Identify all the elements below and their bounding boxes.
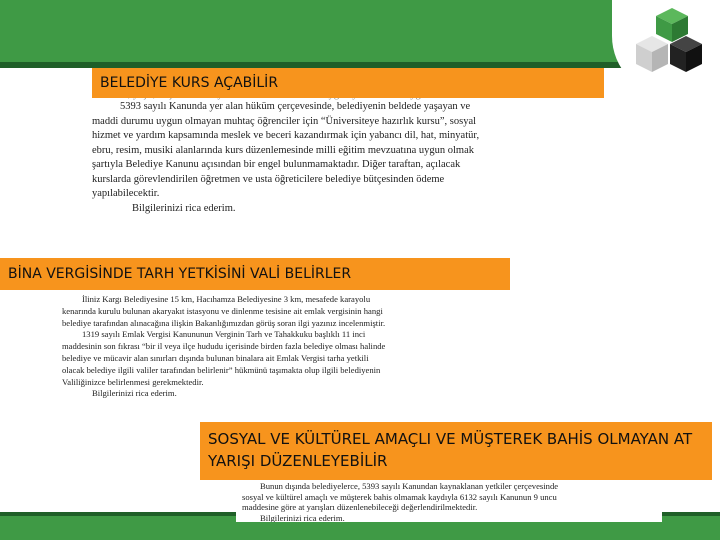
doc-line: İliniz Kargı Belediyesine 15 km, Hacıhamza Belediyesine 3 km, mesafede karayolu (82, 294, 371, 304)
doc-line: Valiliğinizce belirlenmesi gerekmektedir. (62, 376, 204, 387)
doc-line: belediye ve mücavir alan sınırları dışında bulunan binalara ait Emlak Vergisi tarha yetkili (62, 352, 369, 363)
doc-line: maddi durumu uygun olmayan muhtaç öğrenciler için “Üniversiteye hazırlık kursu”, sosyal (92, 115, 477, 127)
doc-line: hizmet ve yardım kapsamında meslek ve beceri kazandırmak için yabancı dil, hat, minyatür, (92, 130, 480, 141)
cube-logo-icon (628, 6, 710, 86)
doc-line: belediye tarafından alınacağına ilişkin Bakanlığımızdan görüş soran ilgi yazınız incelenmiştir. (62, 317, 386, 328)
section-2-title: BİNA VERGİSİNDE TARH YETKİSİNİ VALİ BELİRLER (0, 258, 510, 290)
section-3-document (236, 480, 662, 522)
doc-line: olacak belediye ilgili valiler tarafından belirlenir” hükmünü taşımakta olup ilgili belediyenin (62, 364, 381, 375)
doc-line: Bunun dışında belediyelerce, 5393 sayılı Kanundan kaynaklanan yetkiler çerçevesinde (260, 481, 559, 491)
doc-line: Bilgilerinizi rica ederim. (260, 512, 345, 522)
doc-line: sosyal ve kültürel amaçlı ve müşterek bahis olmamak kaydıyla 6132 sayılı Kanunun 9 uncu (242, 491, 557, 502)
doc-line: maddesinin son fıkrası “bir il veya ilçe hududu içerisinde birden fazla belediye olması halinde (62, 341, 386, 352)
doc-line: maddesine göre at yarışları düzenlenebileceği değerlendirilmektedir. (242, 502, 478, 512)
doc-line: Bilgilerinizi rica ederim. (92, 388, 177, 399)
doc-line: kenarında kurulu bulunan akaryakıt istasyonu ve dinlenme tesisine ait emlak vergisinin hangi (62, 305, 383, 316)
doc-line: 5393 sayılı Kanunda yer alan hüküm çerçevesinde, belediyenin beldede yaşayan ve (120, 101, 471, 112)
doc-line: yapılabilecektir. (92, 188, 160, 199)
doc-line: ebru, resim, musiki alanlarında kurs düzenlemesinde milli eğitim mevzuatına uygun olmak (92, 144, 474, 156)
section-3-title: SOSYAL VE KÜLTÜREL AMAÇLI VE MÜŞTEREK BAHİS OLMAYAN AT YARIŞI DÜZENLEYEBİLİR (200, 422, 712, 480)
section-1-document (84, 92, 616, 232)
doc-line: şartıyla Belediye Kanunu açısından bir engel bulunmamaktadır. Diğer taraftan, açılacak (92, 159, 461, 170)
doc-line: 1319 sayılı Emlak Vergisi Kanununun Verginin Tarh ve Tahakkuku başlıklı 11 inci (82, 329, 366, 340)
doc-line: Bilgilerinizi rica ederim. (132, 202, 236, 214)
doc-line: kurslarda görevlendirilen öğretmen ve usta öğreticilere belediye bütçesinden ödeme (92, 173, 445, 185)
section-2-document (56, 292, 470, 408)
section-1-title: BELEDİYE KURS AÇABİLİR (92, 68, 604, 98)
